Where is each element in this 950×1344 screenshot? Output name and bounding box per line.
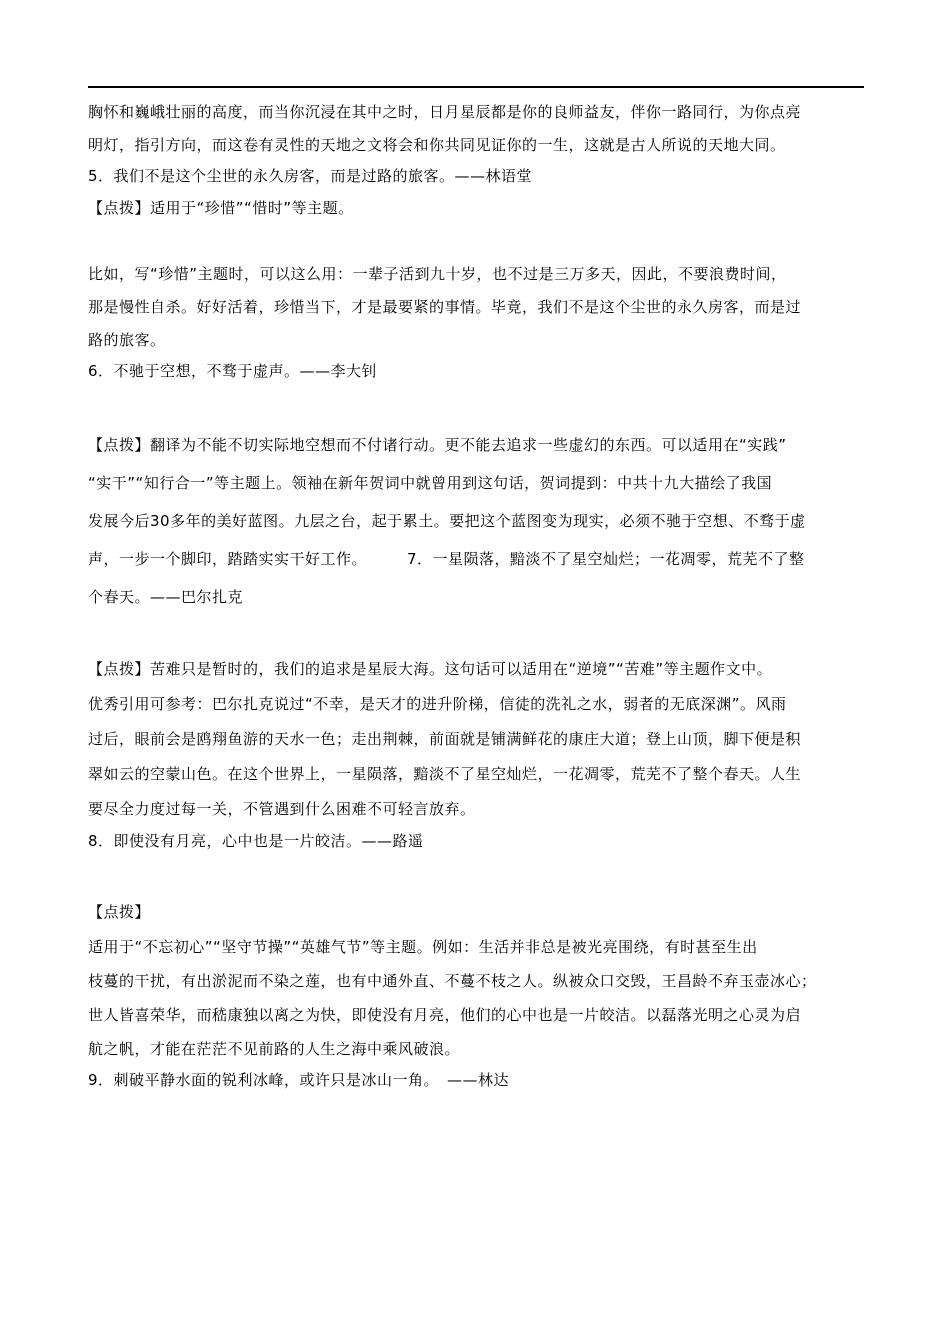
text-line: 发展今后30多年的美好蓝图。九层之台，起于累土。要把这个蓝图变为现实，必须不驰于空想、不骛于虚: [88, 512, 806, 530]
text-segment: 声，一步一个脚印，踏踏实实干好工作。: [88, 550, 368, 568]
quote-5: 5．我们不是这个尘世的永久房客，而是过路的旅客。——林语堂: [88, 167, 533, 185]
quote-9: 9．刺破平静水面的锐利冰峰，或许只是冰山一角。 ——林达: [88, 1071, 510, 1089]
quote-6: 6．不驰于空想，不骛于虚声。——李大钊: [88, 362, 378, 380]
paragraph-tip-8: [88, 930, 868, 1066]
text-line: 那是慢性自杀。好好活着，珍惜当下，才是最要紧的事情。毕竟，我们不是这个尘世的永久房客，而是过: [88, 298, 802, 316]
text-line: 胸怀和巍峨壮丽的高度，而当你沉浸在其中之时，日月星辰都是你的良师益友，伴你一路同行，为你点亮: [88, 103, 802, 121]
text-line: [88, 540, 868, 578]
text-line: 枝蔓的干扰，有出淤泥而不染之莲，也有中通外直、不蔓不枝之人。纵被众口交毁，王昌龄不弃玉壶冰心；: [88, 972, 817, 990]
quote-8: 8．即使没有月亮，心中也是一片皎洁。——路遥: [88, 832, 424, 850]
paragraph-example-5: [88, 258, 868, 357]
tip-8: 【点拨】: [88, 903, 151, 921]
text-line: 路的旅客。: [88, 331, 166, 349]
paragraph-continuation: [88, 96, 868, 162]
text-line: “实干”“知行合一”等主题上。领袖在新年贺词中就曾用到这句话，贺词提到：中共十九大描绘了我国: [88, 474, 773, 492]
text-line: 翠如云的空蒙山色。在这个世界上，一星陨落，黯淡不了星空灿烂，一花凋零，荒芜不了整个春天。人生: [88, 765, 802, 783]
text-line: 优秀引用可参考：巴尔扎克说过“不幸，是天才的进升阶梯，信徒的洗礼之水，弱者的无底深渊”。风雨: [88, 695, 787, 713]
text-line: 航之帆，才能在茫茫不见前路的人生之海中乘风破浪。: [88, 1040, 461, 1058]
text-line: 个春天。——巴尔扎克: [88, 588, 244, 606]
text-line: 【点拨】苦难只是暂时的，我们的追求是星辰大海。这句话可以适用在“逆境”“苦难”等主题作文中。: [88, 660, 773, 678]
text-line: 【点拨】翻译为不能不切实际地空想而不付诸行动。更不能去追求一些虚幻的东西。可以适用在“实践”: [88, 436, 787, 454]
paragraph-tip-7: [88, 652, 868, 827]
tip-5: 【点拨】适用于“珍惜”“惜时”等主题。: [88, 199, 354, 217]
quote-7: 7．一星陨落，黯淡不了星空灿烂；一花凋零，荒芜不了整: [407, 550, 805, 568]
text-line: 过后，眼前会是鸥翔鱼游的天水一色；走出荆棘，前面就是铺满鲜花的康庄大道；登上山顶，脚下便是积: [88, 730, 802, 748]
text-line: 适用于“不忘初心”“坚守节操”“英雄气节”等主题。例如：生活并非总是被光亮围绕，有时甚至生出: [88, 938, 758, 956]
text-line: 要尽全力度过每一关，不管遇到什么困难不可轻言放弃。: [88, 800, 476, 818]
text-line: 世人皆喜荣华，而嵇康独以离之为快，即使没有月亮，他们的心中也是一片皎洁。以磊落光明之心灵为启: [88, 1006, 802, 1024]
document-body: [88, 96, 868, 1095]
header-rule: [88, 86, 864, 88]
text-line: 比如，写“珍惜”主题时，可以这么用：一辈子活到九十岁，也不过是三万多天，因此，不要浪费时间，: [88, 265, 787, 283]
paragraph-tip-6: [88, 426, 868, 616]
text-line: 明灯，指引方向，而这卷有灵性的天地之文将会和你共同见证你的一生，这就是古人所说的天地大同。: [88, 136, 786, 154]
